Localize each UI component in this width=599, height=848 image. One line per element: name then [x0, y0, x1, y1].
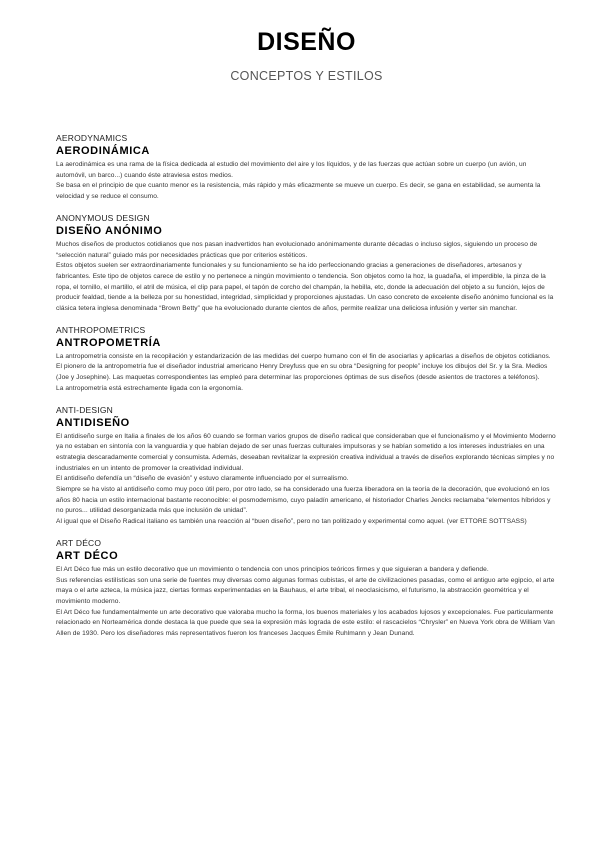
- section-heading-en: ANONYMOUS DESIGN: [56, 212, 150, 223]
- section-heading-es: ANTIDISEÑO: [56, 416, 130, 429]
- section-paragraph: El antidiseño defendía un “diseño de evasión” y estuvo claramente influenciado por el surrealismo.: [56, 475, 349, 483]
- section-heading-es: ART DÉCO: [56, 549, 119, 562]
- section-paragraph: Al igual que el Diseño Radical italiano es también una reacción al “buen diseño”, pero no tan politizado y experimental como aquel. (ver ETTORE SOTTSASS): [56, 518, 527, 526]
- section-paragraph: El antidiseño surge en Italia a finales de los años 60 cuando se forman varios grupos de diseño radical que consideraban que el funcionalismo y el Movimiento Moderno ya no estaban en sintonía con la vanguardia y que habían dejado de ser unas fuerzas culturales impulsoras y se habían sometido a los intereses industriales en una estrategia descaradamente comercial y consumista. Además, deseaban revitalizar la expresión creativa individual a través de diseños explorando técnicas simples y no industriales en un intento de promover la creatividad individual.: [56, 432, 556, 472]
- section-paragraph: El Art Déco fue fundamentalmente un arte decorativo que valoraba mucho la forma, los buenos materiales y los acabados lujosos y excepcionales. Fue particularmente relacionado en Norteamérica donde destaca la que puede que sea la expresión más lograda de este estilo: el rascacielos “Chrysler” en Nueva York obra de William Van Allen de 1930. Pero los diseñadores más representativos fueron los franceses Jacques Émile Ruhlmann y Jean Dunand.: [56, 608, 555, 638]
- document-title: DISEÑO: [257, 28, 356, 56]
- section-paragraph: La antropometría consiste en la recopilación y estandarización de las medidas del cuerpo humano con el fin de asociarlas y aplicarlas a diseños de objetos cotidianos. El pionero de la antropometría fue el diseñador industrial americano Henry Dreyfuss que en su obra “Designing for people” incluye los dibujos del Sr. y la Sra. Medios (Joe y Josephine). Las maquetas correspondientes las empleó para determinar las proporciones óptimas de sus diseños (desde asientos de tractores a teléfonos).: [56, 352, 551, 382]
- section-aerodynamics: [56, 133, 557, 203]
- document-subtitle: CONCEPTOS Y ESTILOS: [230, 69, 383, 83]
- section-heading-es: ANTROPOMETRÍA: [56, 336, 161, 349]
- section-paragraph: Sus referencias estilísticas son una serie de fuentes muy diversas como algunas formas cubistas, el arte de civilizaciones pasadas, como el antiguo arte egipcio, el arte maya o el arte azteca, la música jazz, ciertas formas experimentadas en la Bauhaus, el arte tribal, el neoclasicismo, el futurismo, la abstracción geométrica y el movimiento moderno.: [56, 576, 555, 605]
- section-paragraph: El Art Déco fue más un estilo decorativo que un movimiento o tendencia con unos principios teóricos firmes y que siguieran a bandera y defiende.: [56, 565, 489, 573]
- section-paragraph: Se basa en el principio de que cuanto menor es la resistencia, más rápido y más eficazmente se mueve un cuerpo. Es decir, se gana en estabilidad, se aumenta la velocidad y se reduce el consumo.: [56, 182, 541, 201]
- section-heading-en: ART DÉCO: [56, 537, 102, 548]
- section-anonymous-design: [56, 213, 557, 315]
- section-paragraph: Estos objetos suelen ser extraordinariamente funcionales y su funcionamiento se ha ido perfeccionando gracias a generaciones de diseñadores, artesanos y fabricantes. Este tipo de objetos carece de estilo y no pertenece a ningún movimiento o tendencia. Son objetos como la hoz, la guadaña, el imperdible, la pinza de la ropa, el tornillo, el martillo, el atril de música, el clip para papel, el tapón de corcho del champán, la hebilla, etc, donde la adecuación del objeto a su función, lejos de producir fealdad, tiende a la belleza por su honestidad, integridad, simplicidad y proporciones ajustadas. Un caso concreto de excelente diseño anónimo funcional es la clásica tetera inglesa denominada “Brown Betty” que ha evolucionado durante cientos de años, permite realizar una deliciosa infusión y verter sin manchar.: [56, 262, 554, 313]
- section-anti-design: [56, 405, 557, 528]
- section-heading-en: ANTHROPOMETRICS: [56, 324, 146, 335]
- section-heading-en: AERODYNAMICS: [56, 133, 128, 143]
- section-anthropometrics: [56, 325, 557, 395]
- section-paragraph: Muchos diseños de productos cotidianos que nos pasan inadvertidos han evolucionado anónimamente durante décadas o incluso siglos, siguiendo un proceso de “selección natural” guiado más por necesidades prácticas que por criterios estéticos.: [56, 240, 538, 259]
- section-paragraph: La aerodinámica es una rama de la física dedicada al estudio del movimiento del aire y los líquidos, y de las fuerzas que actúan sobre un cuerpo (un avión, un automóvil, un barco...) cuando éste atraviesa estos medios.: [56, 161, 527, 179]
- glossary-sections: [56, 133, 557, 640]
- section-heading-es: AERODINÁMICA: [56, 145, 150, 157]
- section-paragraph: La antropometría está estrechamente ligada con la ergonomía.: [56, 384, 244, 392]
- section-heading-es: DISEÑO ANÓNIMO: [56, 224, 163, 237]
- section-heading-en: ANTI-DESIGN: [56, 404, 113, 415]
- section-paragraph: Siempre se ha visto al antidiseño como muy poco útil pero, por otro lado, se ha considerado una fuerza liberadora en la teoría de la decoración, que evolucionó en los años 80 hacia un estilo internacional bastante reconocible: el posmodernismo, cuyo paladín americano, el historiador Charles Jencks reclamaba “elementos híbridos y no puros... utilidad desorganizada más que inclusión de unidad”.: [56, 486, 551, 515]
- section-art-deco: [56, 538, 557, 640]
